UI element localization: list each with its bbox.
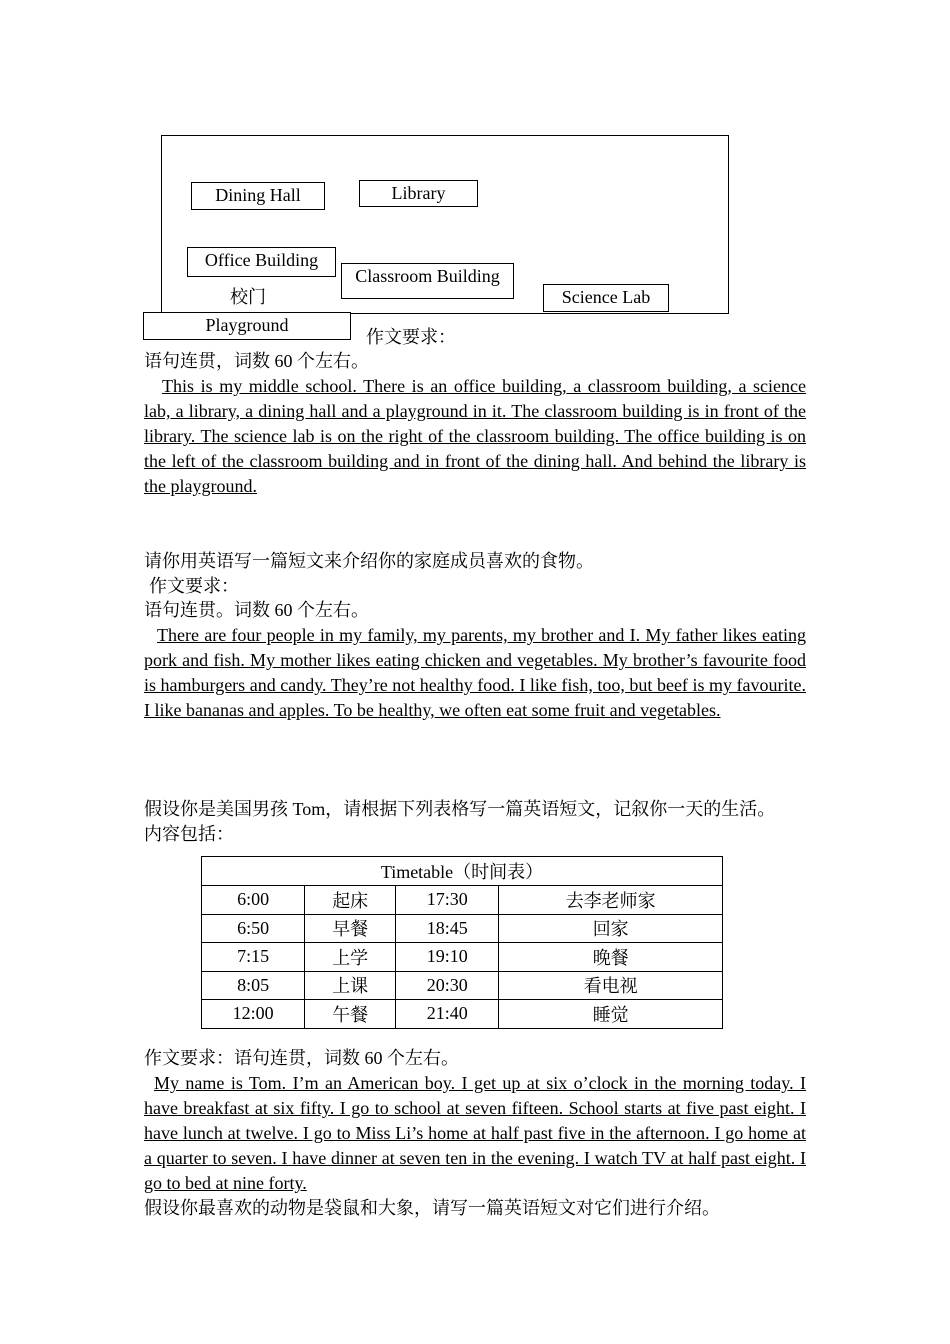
table-cell: 21:40 xyxy=(396,1000,499,1029)
section3-essay: My name is Tom. I’m an American boy. I get up at six o’clock in the morning today. I have breakfast at six fifty. I go to school at seven fifteen. School starts at five past eight. I have lunch at twelve. I go to Miss Li’s home at half past five in the afternoon. I go home at a quarter to seven. I have dinner at seven ten in the evening. I watch TV at half past eight. I go to bed at nine forty. xyxy=(144,1073,806,1193)
timetable xyxy=(201,856,723,1029)
table-cell: 7:15 xyxy=(202,943,305,972)
table-cell: 19:10 xyxy=(396,943,499,972)
table-cell: 回家 xyxy=(499,914,723,943)
section3-prompt-line2: 内容包括： xyxy=(144,824,234,844)
table-cell: 8:05 xyxy=(202,971,305,1000)
section1-requirement: 语句连贯，词数 60 个左右。 xyxy=(144,351,369,371)
timetable-title: Timetable（时间表） xyxy=(202,857,723,886)
section2-requirement-title: 作文要求： xyxy=(149,576,239,596)
table-cell: 起床 xyxy=(305,886,396,915)
section2-requirement: 语句连贯。词数 60 个左右。 xyxy=(144,600,369,620)
table-cell: 去李老师家 xyxy=(499,886,723,915)
section1-essay: This is my middle school. There is an office building, a classroom building, a science lab, a library, a dining hall and a playground in it. The classroom building is in front of the library. The science lab is on the right of the classroom building. The office building is on the left of the classroom building and in front of the dining hall. And behind the library is the playground. xyxy=(144,376,806,496)
table-row xyxy=(202,971,723,1000)
table-cell: 18:45 xyxy=(396,914,499,943)
table-cell: 晚餐 xyxy=(499,943,723,972)
section3-requirement: 作文要求：语句连贯，词数 60 个左右。 xyxy=(144,1048,459,1068)
table-cell: 午餐 xyxy=(305,1000,396,1029)
table-row xyxy=(202,886,723,915)
table-cell: 睡觉 xyxy=(499,1000,723,1029)
table-cell: 20:30 xyxy=(396,971,499,1000)
map-label-school-gate: 校门 xyxy=(230,287,266,307)
section2-essay: There are four people in my family, my parents, my brother and I. My father likes eating pork and fish. My mother likes eating chicken and vegetables. My brother’s favourite food is hamburgers and candy. They’re not healthy food. I like fish, too, but beef is my favourite. I like bananas and apples. To be healthy, we often eat some fruit and vegetables. xyxy=(144,625,806,720)
map-label-office-building: Office Building xyxy=(187,247,336,277)
map-label-library: Library xyxy=(359,180,478,207)
table-row xyxy=(202,943,723,972)
table-row xyxy=(202,1000,723,1029)
section2-prompt: 请你用英语写一篇短文来介绍你的家庭成员喜欢的食物。 xyxy=(144,551,594,571)
table-cell: 早餐 xyxy=(305,914,396,943)
table-cell: 12:00 xyxy=(202,1000,305,1029)
table-cell: 6:00 xyxy=(202,886,305,915)
table-cell: 17:30 xyxy=(396,886,499,915)
table-cell: 6:50 xyxy=(202,914,305,943)
section3-prompt-line1: 假设你是美国男孩 Tom，请根据下列表格写一篇英语短文，记叙你一天的生活。 xyxy=(144,799,776,819)
section1-requirement-title: 作文要求： xyxy=(366,327,456,347)
map-label-science-lab: Science Lab xyxy=(543,284,669,312)
table-cell: 看电视 xyxy=(499,971,723,1000)
map-label-playground: Playground xyxy=(143,312,351,340)
section4-prompt: 假设你最喜欢的动物是袋鼠和大象，请写一篇英语短文对它们进行介绍。 xyxy=(144,1198,720,1218)
map-label-classroom-building: Classroom Building xyxy=(341,263,514,299)
table-cell: 上学 xyxy=(305,943,396,972)
table-cell: 上课 xyxy=(305,971,396,1000)
map-label-dining-hall: Dining Hall xyxy=(191,182,325,210)
table-row xyxy=(202,914,723,943)
